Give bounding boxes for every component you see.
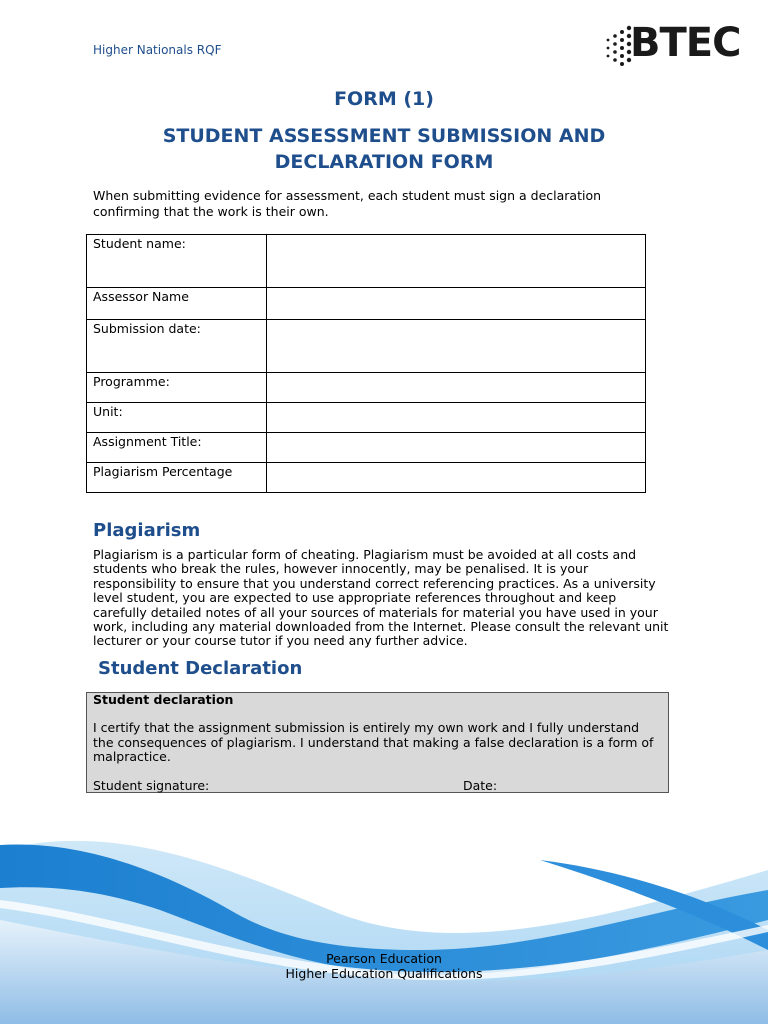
plagiarism-heading: Plagiarism (93, 520, 201, 541)
plagiarism-text: Plagiarism is a particular form of cheating. Plagiarism must be avoided at all costs and students who break the rules, however innocently, may be penalised. It is your responsibility to ensure that you understand correct referencing practices. As a university level student, you are expected to use appropriate references throughout and keep carefully detailed notes of all your sources of materials for material you have used in your work, including any material downloaded from the Internet. Please consult the relevant unit lecturer or your course tutor if you need any further advice. (93, 547, 669, 649)
row-label: Unit: (87, 403, 267, 433)
footer-line-2: Higher Education Qualifications (285, 966, 483, 981)
btec-logo (604, 20, 756, 72)
declaration-box-title: Student declaration (93, 692, 234, 707)
form-title: STUDENT ASSESSMENT SUBMISSION AND DECLARATION FORM (162, 125, 606, 173)
header-program-label: Higher Nationals RQF (93, 43, 222, 57)
submission-date-field[interactable] (267, 320, 646, 373)
row-label: Assessor Name (87, 288, 267, 320)
logo-text: BTEC (630, 20, 741, 66)
row-label: Programme: (87, 373, 267, 403)
row-label: Submission date: (87, 320, 267, 373)
footer (0, 951, 768, 981)
intro-text: When submitting evidence for assessment, each student must sign a declaration confirming that the work is their own. (93, 188, 602, 219)
row-label: Student name: (87, 235, 267, 288)
declaration-heading: Student Declaration (98, 658, 303, 679)
wave-decoration (0, 800, 768, 1024)
table-row (87, 288, 646, 320)
date-label[interactable]: Date: (463, 777, 498, 793)
table-row (87, 373, 646, 403)
details-table (86, 234, 646, 493)
student-name-field[interactable] (267, 235, 646, 288)
footer-line-1: Pearson Education (326, 951, 442, 966)
declaration-text: I certify that the assignment submission is entirely my own work and I fully understand the consequences of plagiarism. I understand that making a false declaration is a form of malpractice. (93, 720, 654, 765)
unit-field[interactable] (267, 403, 646, 433)
form-number: FORM (1) (334, 88, 434, 110)
signature-label[interactable]: Student signature: (93, 777, 210, 793)
signature-row (93, 779, 662, 794)
row-label: Plagiarism Percentage (87, 463, 267, 493)
table-row (87, 235, 646, 288)
declaration-box (86, 692, 669, 793)
table-row (87, 433, 646, 463)
assessor-name-field[interactable] (267, 288, 646, 320)
table-row (87, 463, 646, 493)
plagiarism-percentage-field[interactable] (267, 463, 646, 493)
assignment-title-field[interactable] (267, 433, 646, 463)
programme-field[interactable] (267, 373, 646, 403)
table-row (87, 403, 646, 433)
row-label: Assignment Title: (87, 433, 267, 463)
table-row (87, 320, 646, 373)
